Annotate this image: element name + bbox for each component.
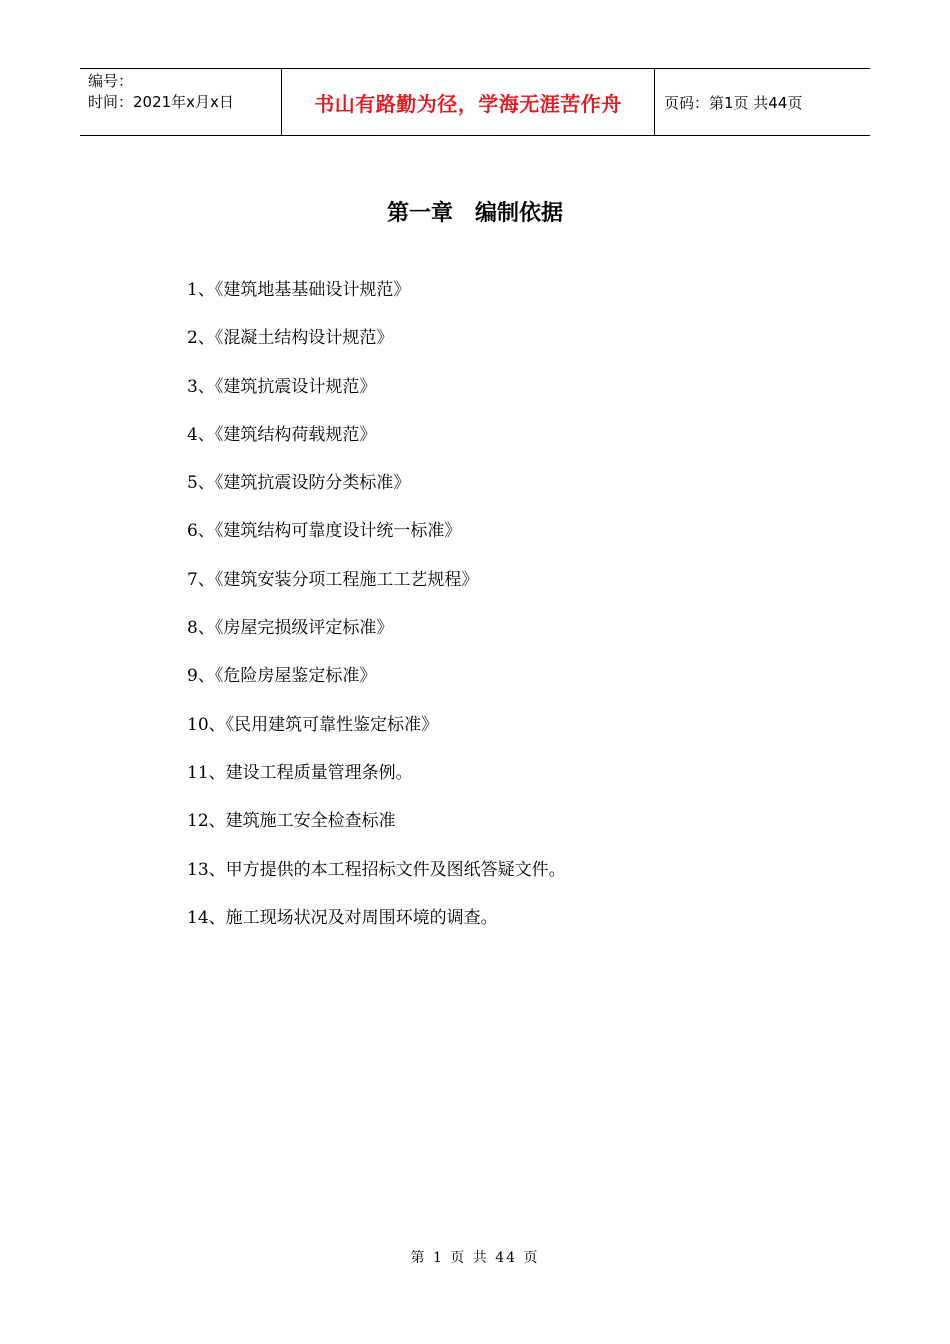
list-item: 4、《建筑结构荷载规范》 (187, 424, 377, 445)
list-item: 13、甲方提供的本工程招标文件及图纸答疑文件。 (187, 859, 566, 880)
list-item: 3、《建筑抗震设计规范》 (187, 376, 377, 397)
list-item: 11、建设工程质量管理条例。 (187, 762, 413, 783)
list-item: 7、《建筑安装分项工程施工工艺规程》 (187, 569, 479, 590)
motto-text: 书山有路勤为径，学海无涯苦作舟 (314, 91, 622, 116)
time-label: 时间：2021年x月x日 (88, 93, 234, 111)
header-meta (80, 69, 282, 135)
list-item: 9、《危险房屋鉴定标准》 (187, 666, 377, 687)
number-label: 编号： (88, 72, 134, 90)
list-item: 12、建筑施工安全检查标准 (187, 811, 396, 832)
list-item: 14、施工现场状况及对周围环境的调查。 (187, 907, 498, 928)
basis-list (187, 276, 566, 952)
list-item: 2、《混凝土结构设计规范》 (187, 328, 394, 349)
chapter-title: 第一章 编制依据 (386, 201, 563, 226)
header-page-cell (655, 69, 870, 135)
page-header (80, 68, 870, 136)
page-footer: 第 1 页 共 44 页 (410, 1250, 540, 1266)
header-motto-cell (282, 69, 655, 135)
list-item: 10、《民用建筑可靠性鉴定标准》 (187, 714, 439, 735)
list-item: 6、《建筑结构可靠度设计统一标准》 (187, 521, 462, 542)
page-info: 页码：第1页 共44页 (664, 93, 803, 112)
list-item: 8、《房屋完损级评定标准》 (187, 618, 394, 639)
list-item: 5、《建筑抗震设防分类标准》 (187, 473, 411, 494)
list-item: 1、《建筑地基基础设计规范》 (187, 280, 411, 300)
